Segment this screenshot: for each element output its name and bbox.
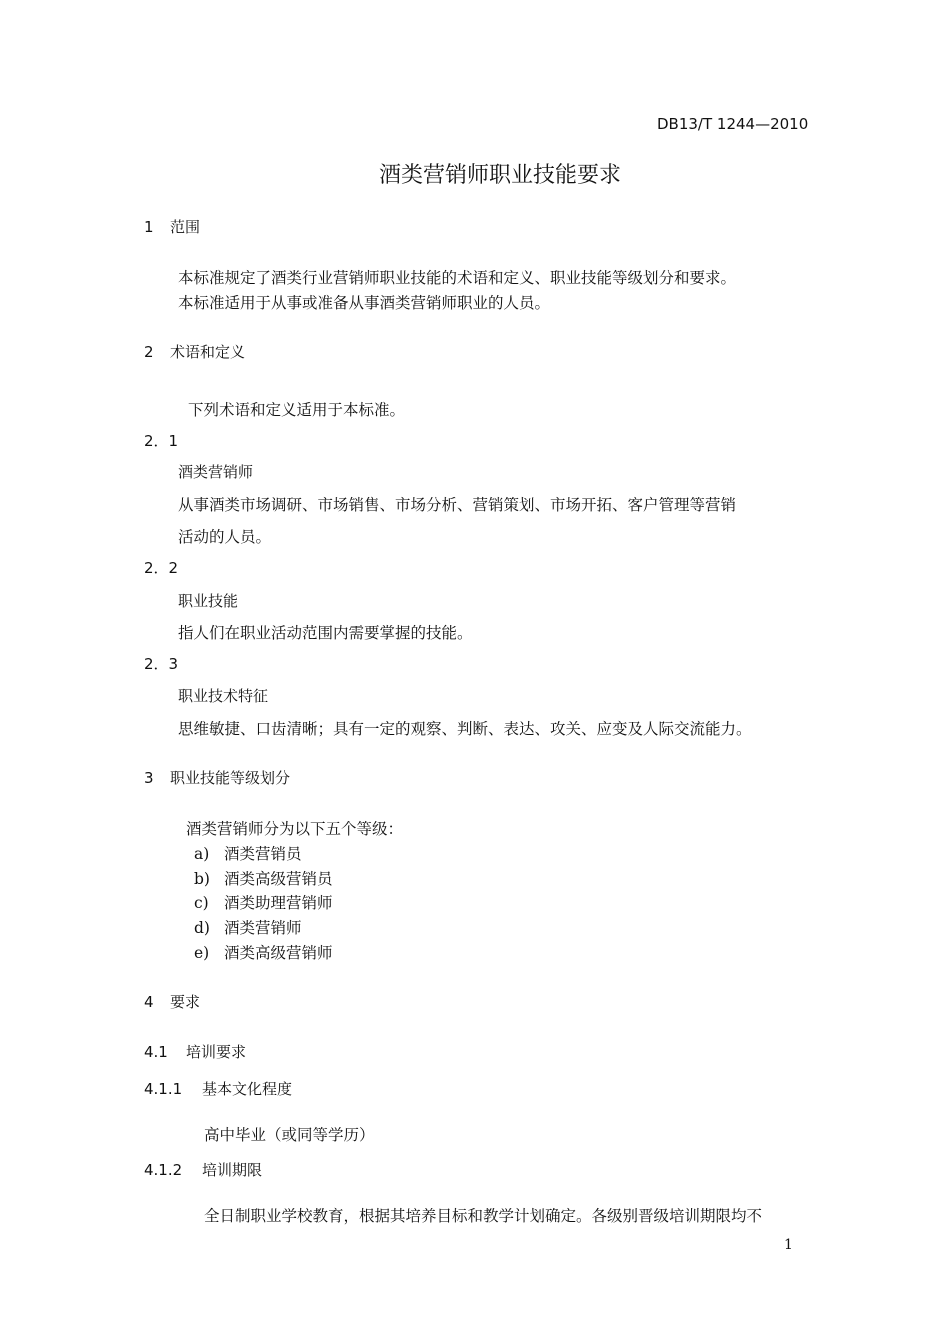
section-4-1-2-heading	[144, 1159, 262, 1180]
list-item-text: 酒类助理营销师	[224, 894, 333, 912]
section-number: 2	[144, 343, 154, 361]
list-marker: a)	[194, 845, 210, 863]
section-number: 1	[144, 218, 154, 236]
section-1-heading	[144, 216, 200, 237]
section-title: 培训要求	[186, 1043, 247, 1061]
term-2-1-title: 酒类营销师	[178, 463, 254, 481]
section-number: 4	[144, 993, 154, 1011]
list-item	[194, 891, 333, 913]
scope-paragraph-2: 本标准适用于从事或准备从事酒类营销师职业的人员。	[178, 294, 551, 312]
term-2-2-title: 职业技能	[178, 592, 239, 610]
section-title: 基本文化程度	[202, 1080, 293, 1098]
term-2-3-number: 2．3	[144, 655, 179, 673]
section-4-heading	[144, 991, 200, 1012]
term-2-3-title: 职业技术特征	[178, 687, 269, 705]
term-2-2-definition: 指人们在职业活动范围内需要掌握的技能。	[178, 624, 473, 642]
page-number: 1	[784, 1237, 793, 1253]
section-title: 范围	[170, 218, 201, 236]
levels-intro: 酒类营销师分为以下五个等级：	[186, 820, 404, 838]
list-marker: b)	[194, 870, 210, 888]
list-item	[194, 941, 333, 963]
section-number: 4.1.2	[144, 1161, 183, 1179]
list-item	[194, 842, 302, 864]
term-2-1-number: 2．1	[144, 432, 179, 450]
list-marker: c)	[194, 894, 209, 912]
term-2-1-definition-line-2: 活动的人员。	[178, 528, 272, 546]
list-marker: e)	[194, 944, 210, 962]
page-title: 酒类营销师职业技能要求	[378, 163, 621, 188]
section-4-1-heading	[144, 1041, 246, 1062]
section-3-heading	[144, 767, 290, 788]
section-4-1-1-heading	[144, 1078, 292, 1099]
list-item	[194, 867, 333, 889]
section-number: 4.1	[144, 1043, 168, 1061]
section-title: 培训期限	[202, 1161, 263, 1179]
section-title: 术语和定义	[170, 343, 246, 361]
term-2-2-number: 2．2	[144, 559, 179, 577]
education-requirement: 高中毕业（或同等学历）	[204, 1126, 375, 1144]
list-item	[194, 916, 302, 938]
document-number: DB13/T 1244—2010	[657, 115, 809, 133]
section-number: 3	[144, 769, 154, 787]
section-title: 要求	[170, 993, 201, 1011]
term-2-1-definition-line-1: 从事酒类市场调研、市场销售、市场分析、营销策划、市场开拓、客户管理等营销	[178, 496, 737, 514]
section-number: 4.1.1	[144, 1080, 183, 1098]
list-marker: d)	[194, 919, 210, 937]
list-item-text: 酒类营销师	[224, 919, 302, 937]
list-item-text: 酒类高级营销员	[224, 870, 333, 888]
scope-paragraph-1: 本标准规定了酒类行业营销师职业技能的术语和定义、职业技能等级划分和要求。	[178, 269, 737, 287]
section-title: 职业技能等级划分	[170, 769, 291, 787]
terms-intro: 下列术语和定义适用于本标准。	[188, 401, 406, 419]
list-item-text: 酒类高级营销师	[224, 944, 333, 962]
term-2-3-definition: 思维敏捷、口齿清晰；具有一定的观察、判断、表达、攻关、应变及人际交流能力。	[178, 720, 752, 738]
list-item-text: 酒类营销员	[224, 845, 302, 863]
training-period-text: 全日制职业学校教育，根据其培养目标和教学计划确定。各级别晋级培训期限均不	[204, 1207, 763, 1225]
section-2-heading	[144, 341, 245, 362]
